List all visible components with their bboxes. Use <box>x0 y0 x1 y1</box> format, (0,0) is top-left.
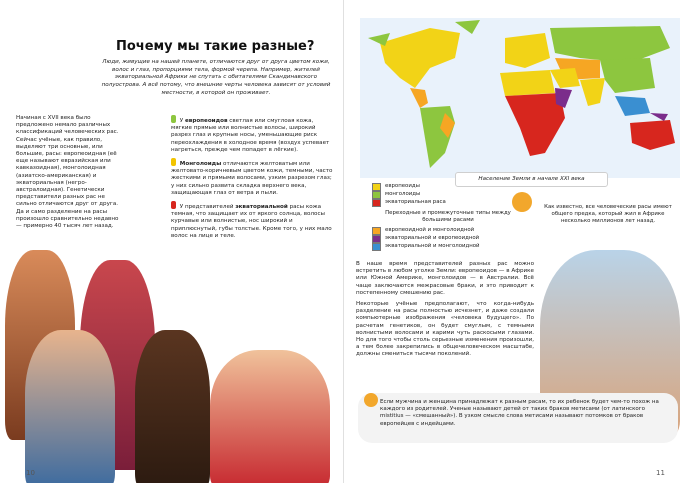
race-mongoloid <box>171 158 336 197</box>
legend-swatch <box>372 199 381 207</box>
legend-label: монголоиды <box>385 191 421 198</box>
lightbulb-icon <box>364 393 378 407</box>
right-column-text <box>356 261 534 363</box>
fact-callout <box>512 192 680 238</box>
page-title: Почему мы такие разные? <box>116 39 315 54</box>
yellow-marker-icon <box>171 158 176 166</box>
legend-item-transitional-2 <box>372 235 512 243</box>
legend-item-equatorial <box>372 199 512 207</box>
left-column-text: Начиная с XVII века было предложено немало различных классификаций человеческих рас. Сейчас учёные, как правило, выделяют три основные, или большие, расы: европеоидная (её еще называют евразийская или кавказоидная), монголоидная (азиатско-американская) и экваториальная (негро-австралоидная). Генетически представители разных рас не сильно отличаются друг от друга. Да и само разделение на расы произошло сравнительно недавно — примерно 40 тысяч лет назад. <box>16 115 119 230</box>
race-equatorial-text: расы кожа темная, что защищает их от яркого солнца, волосы курчавые или волнистые, нос широкий и приплюснутый, губы толстые. Кроме того, у них мало волос на лице и теле. <box>171 204 332 239</box>
race-europeoid-text: светлая или смуглоая кожа, мягкие прямые или волнистые волосы, широкий разрез глаз и крупные носы, уменьшающие риск переохлаждения в холодное время (воздух успевает нагреться, прежде чем попадет в лёгкие). <box>171 118 330 153</box>
asian-children-photo <box>210 350 330 483</box>
legend-item-transitional-3 <box>372 243 512 251</box>
legend-label: европеоиды <box>385 183 420 190</box>
race-europeoid-prefix: У <box>179 118 184 124</box>
world-population-map <box>360 18 680 178</box>
race-equatorial-name: экваториальной <box>235 204 288 211</box>
legend-item-mongoloid <box>372 191 512 199</box>
legend-swatch <box>372 227 381 235</box>
lightbulb-icon <box>512 192 532 212</box>
legend-label: экваториальной и европеоидной <box>385 235 480 242</box>
legend-swatch <box>372 243 381 251</box>
african-girl-photo <box>135 330 210 483</box>
people-photo-collage <box>0 250 344 483</box>
lead-paragraph: Люди, живущие на нашей планете, отличаются друг от друга цветом кожи, волос и глаз, пропорциями тела, формой черепа. Например, жителей экваториальной Африки не спутать с обитателями Скандинавского полуострова. А всё потому, что внешние черты человека зависят от условий местности, в которой он проживает. <box>101 59 331 96</box>
race-descriptions <box>171 115 336 244</box>
metis-info-box <box>358 393 678 443</box>
legend-swatch <box>372 235 381 243</box>
right-paragraph-1: В наше время представителей разных рас можно встретить в любом уголке Земли: европеоидов — в Африке или Южной Америке, монголоидов — в Австралии. Всё чаще заключаются межрасовые браки, и это приводит к постепенному смешению рас. <box>356 261 534 296</box>
legend-label: экваториальной и монголоидной <box>385 243 480 250</box>
legend-swatch <box>372 183 381 191</box>
map-north-africa <box>500 70 555 96</box>
legend-item-europeoid <box>372 183 512 191</box>
right-paragraph-2: Некоторые учёные предполагают, что когда-нибудь разделение на расы полностью исчезнет, и даже создали компьютерные изображения «человека будущего». По расчетам генетиков, он будет смуглым, с темными волнистыми волосами и карими чуть раскосыми глазами. Но для того чтобы столь серьезные изменения произошли, а тем более закрепились в общечеловеческом масштабе, должны смениться тысячи поколений. <box>356 301 534 358</box>
info-box-text: Если мужчина и женщина принадлежат к разным расам, то их ребенок будет чем-то похож на каждого из родителей. Ученые называют детей от таких браков метисами (от латинского mistitius — «смешанный»). В узком смысле слова метисами называют потомков от браков европейцев с индейцами. <box>380 399 659 427</box>
page-number-left: 10 <box>26 469 35 477</box>
legend-swatch <box>372 191 381 199</box>
legend-item-transitional-1 <box>372 227 512 235</box>
green-marker-icon <box>171 115 176 123</box>
race-europeoid <box>171 115 336 154</box>
map-legend <box>372 183 512 251</box>
race-mongoloid-text: отличаются желтоватым или желтовато-коричневым цветом кожи, темными, часто жесткими и прямыми волосами, узким разрезом глаз; у них сильно развита складка верхнего века, защищающая глаз от ветра и пыли. <box>171 161 333 196</box>
red-marker-icon <box>171 201 176 209</box>
legend-note: Переходные и промежуточные типы между большими расами <box>385 210 511 223</box>
boy-photo <box>25 330 115 483</box>
race-equatorial <box>171 201 336 240</box>
race-equatorial-prefix: У представителей <box>179 204 234 211</box>
race-europeoid-name: европеоидов <box>184 118 228 124</box>
race-mongoloid-name: Монголоиды <box>179 161 222 168</box>
legend-label: экваториальная раса <box>385 199 446 206</box>
fact-text: Как известно, все человеческие расы имеют общего предка, который жил в Африке несколько миллионов лет назад. <box>544 204 672 224</box>
page-number-right: 11 <box>656 469 665 477</box>
legend-label: европеоидной и монголоидной <box>385 227 475 234</box>
map-caption: Население Земли в начале XXI века <box>478 176 585 182</box>
